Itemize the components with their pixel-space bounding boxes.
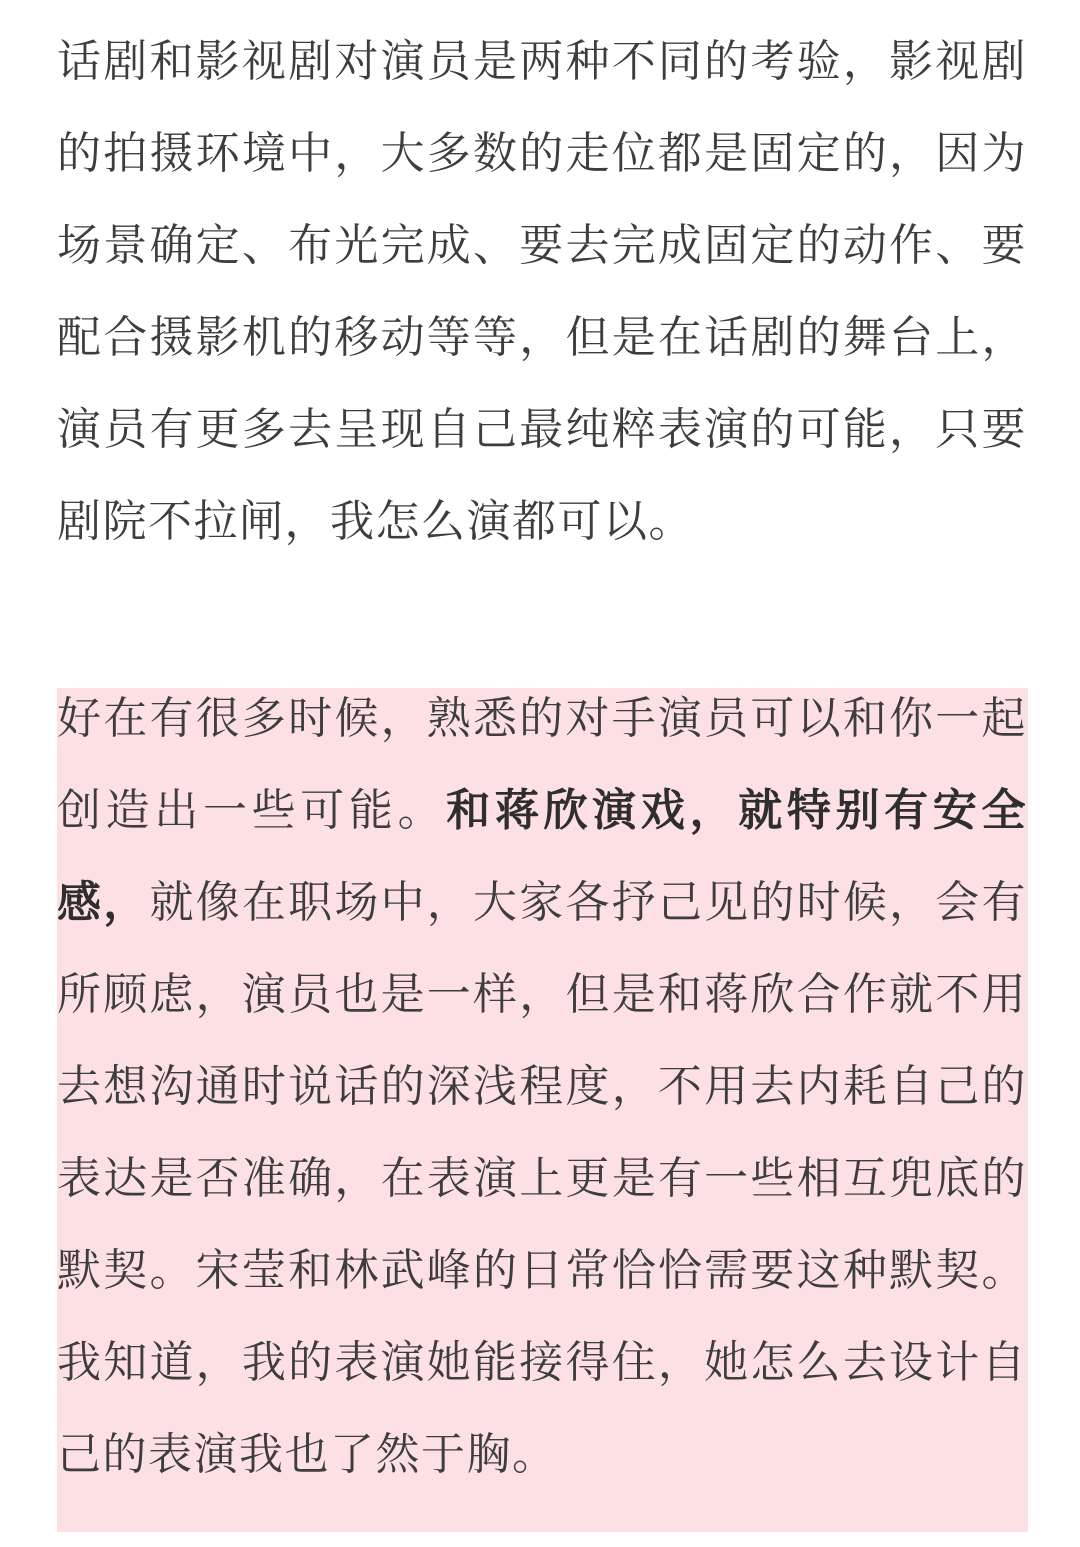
bold-emphasis: 和蒋欣演戏，就特别有安全感，	[57, 785, 1028, 928]
paragraph-text-before-bold: 好在有很多时候，熟悉的对手演员可以和你一起创造出一些可能。	[57, 693, 1027, 836]
paragraph-text-after-bold: 就像在职场中，大家各抒己见的时候，会有所顾虑，演员也是一样，但是和蒋欣合作就不用去想沟通时说话的深浅程度，不用去内耗自己的表达是否准确，在表演上更是有一些相互兜底的默契。宋莹和林武峰的日常恰恰需要这种默契。我知道，我的表演她能接得住，她怎么去设计自己的表演我也了然于胸。	[57, 877, 1028, 1480]
paragraph-intro: 话剧和影视剧对演员是两种不同的考验，影视剧的拍摄环境中，大多数的走位都是固定的，因为场景确定、布光完成、要去完成固定的动作、要配合摄影机的移动等等，但是在话剧的舞台上，演员有更多去呈现自己最纯粹表演的可能，只要剧院不拉闸，我怎么演都可以。	[57, 36, 1027, 547]
paragraph-highlighted	[57, 673, 1027, 1501]
